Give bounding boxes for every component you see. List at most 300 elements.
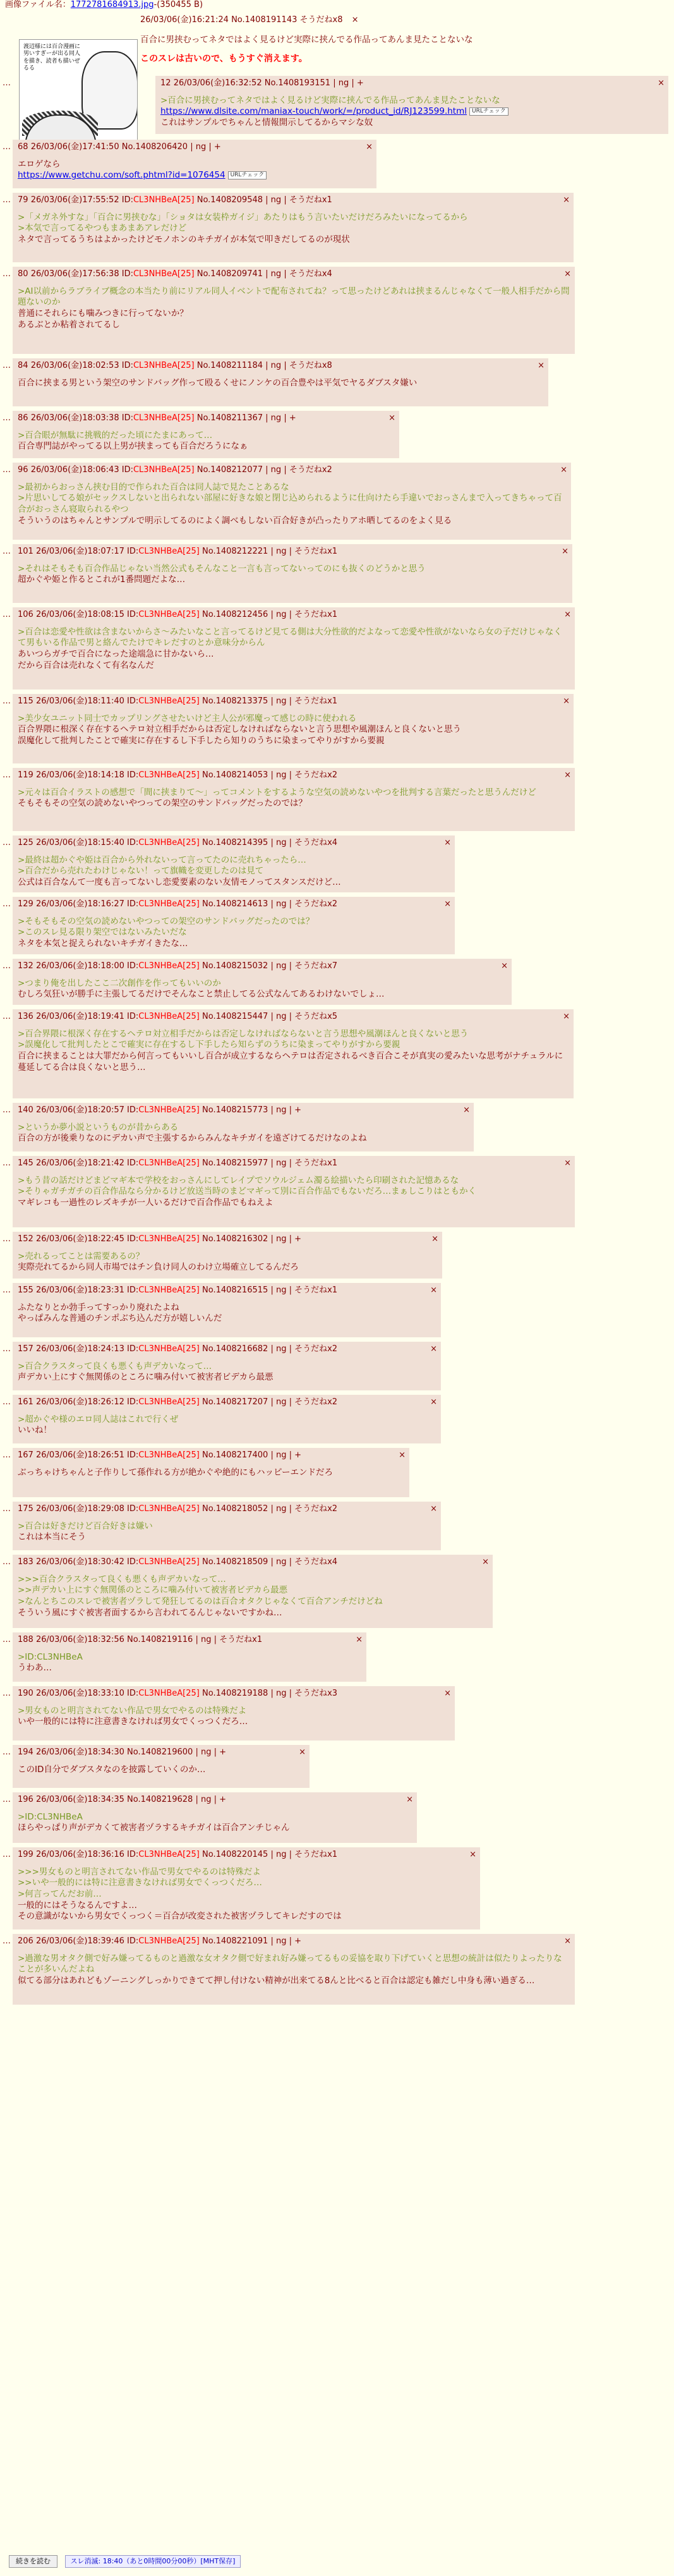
line-text: あいつらガチで百合になった途端急に甘かないら… <box>18 648 214 659</box>
reply-id[interactable]: CL3NHBeA[25] <box>138 1344 200 1354</box>
ng-button[interactable]: ng <box>275 1689 287 1698</box>
line-text: >美少女ユニット同士でカップリングさせたいけど主人公が邪魔って感じの時に使われる <box>18 713 357 724</box>
reply-no[interactable]: No.1408215977 <box>202 1158 268 1168</box>
ng-button[interactable]: ng <box>275 610 287 619</box>
reply-no[interactable]: No.1408215773 <box>202 1105 268 1115</box>
delete-icon[interactable]: × <box>564 1936 571 1946</box>
delete-icon[interactable]: × <box>564 770 571 780</box>
line-text: ぶっちゃけちゃんと子作りして孫作れる方が絶かぐや絶的にもハッピーエンドだろ <box>18 1467 333 1478</box>
reply-id[interactable]: CL3NHBeA[25] <box>138 696 200 706</box>
delete-icon[interactable]: × <box>356 1635 363 1644</box>
line-text: >なんとちこのスレで被害者ヅラして発狂してるのは百合オタクじゃなくて百合アンチだけどね <box>18 1596 383 1607</box>
quote-line <box>18 866 450 877</box>
line-text: >男女ものと明言されてない作品で男女でやるのは特殊だよ <box>18 1705 247 1716</box>
line-text: >誤魔化して批判したとこで確実に存在するし下手したら知らずのうちに染まってやりがすから要親 <box>18 1040 400 1050</box>
reply-number: 183 <box>18 1557 33 1567</box>
line-text: 百合に挟まる男という架空のサンドバッグ作って殴るくせにノンケの百合豊やは平気でヤるダブスタ嫌い <box>18 377 418 388</box>
ng-button[interactable]: ng <box>275 961 287 971</box>
reply-number: 190 <box>18 1689 33 1698</box>
reply-body <box>18 430 394 453</box>
sodane-button[interactable]: そうだねx2 <box>289 465 332 475</box>
reply-id[interactable]: CL3NHBeA[25] <box>138 1850 200 1859</box>
reply-body <box>18 1122 469 1145</box>
body-line <box>18 308 570 320</box>
line-text: そういう風にすぐ被害者面するから言われてるんじゃないですかね… <box>18 1607 282 1618</box>
sodane-button[interactable]: そうだねx2 <box>294 1397 338 1407</box>
reply-body <box>18 1867 475 1923</box>
sodane-button[interactable]: そうだねx3 <box>294 1689 338 1698</box>
reply-no[interactable]: No.1408216302 <box>202 1234 268 1244</box>
sodane-button[interactable]: そうだねx5 <box>294 1012 338 1021</box>
line-text: あるぶとか粘着されてるし <box>18 319 120 330</box>
body-line <box>18 1198 570 1209</box>
sodane-plus-button[interactable]: + <box>289 413 296 423</box>
reply-date: 26/03/06(金)18:29:08 <box>35 1504 124 1514</box>
reply-no[interactable]: No.1408215032 <box>202 961 268 971</box>
url-link[interactable]: https://www.getchu.com/soft.phtml?id=1076454 <box>18 170 226 181</box>
line-text: 百合専門誌がやってる以上男が挟まっても百合だろうになぁ <box>18 441 248 452</box>
op-sodane[interactable]: そうだねx8 <box>299 15 343 25</box>
ng-button[interactable]: ng <box>275 1557 287 1567</box>
reply-no[interactable]: No.1408219628 <box>127 1795 193 1804</box>
reply-id[interactable]: CL3NHBeA[25] <box>138 1105 200 1115</box>
line-text: >もう昔の話だけどまどマギ本で学校をおっさんにしてレイプでソウルジェム濁る絵描いたら印刷された記憶あるな <box>18 1175 459 1186</box>
op-number[interactable]: No.1408191143 <box>231 15 298 25</box>
reply-number: 196 <box>18 1795 33 1804</box>
reply-no[interactable]: No.1408209548 <box>196 195 263 205</box>
reply-id[interactable]: CL3NHBeA[25] <box>138 1285 200 1295</box>
line-text: >本気で言ってるやつもまあまあアレだけど <box>18 223 187 234</box>
quote-line <box>18 1878 475 1889</box>
body-line <box>18 1425 436 1437</box>
link-line[interactable] <box>18 170 371 181</box>
reply-number: 84 <box>18 361 28 370</box>
line-text: 誤魔化して批判したことで確実に存在するし下手したら知りのうちに染まってやりがすから要親 <box>18 735 385 746</box>
reply-no[interactable]: No.1408211367 <box>196 413 263 423</box>
reply-marker: … <box>3 1450 11 1460</box>
reply-id[interactable]: CL3NHBeA[25] <box>138 610 200 619</box>
line-text: その意識がないから男女でくっつく＝百合が改変された被害ヅラしてキレだすのでは <box>18 1911 342 1922</box>
line-text: そもそもその空気の読めないやつっての架空のサンドバッグだったのでは？ <box>18 798 307 809</box>
sodane-plus-button[interactable]: + <box>294 1105 302 1115</box>
sodane-button[interactable]: そうだねx4 <box>289 269 332 279</box>
reply-post <box>13 1232 442 1279</box>
quote-line <box>18 978 507 990</box>
body-line <box>18 1716 450 1728</box>
delete-icon[interactable]: × <box>538 361 545 370</box>
reply-body <box>18 978 507 1000</box>
ng-button[interactable]: ng <box>275 696 287 706</box>
reply-date: 26/03/06(金)18:32:56 <box>35 1635 124 1644</box>
delete-icon[interactable]: × <box>564 610 571 619</box>
body-line <box>18 877 450 889</box>
ng-button[interactable]: ng <box>270 195 282 205</box>
reply-no[interactable]: No.1408219600 <box>127 1747 193 1757</box>
delete-icon[interactable]: × <box>463 1105 470 1115</box>
reply-meta: 115 26/03/06(金)18:11:40 ID:CL3NHBeA[25] No.1408213375 | ng | そうだねx1 <box>18 696 338 706</box>
delete-icon[interactable]: × <box>399 1450 406 1460</box>
body-line <box>18 1900 475 1912</box>
quote-line <box>18 1361 436 1373</box>
sodane-button[interactable]: そうだねx2 <box>294 899 338 909</box>
ng-button[interactable]: ng <box>275 1285 287 1295</box>
delete-icon[interactable]: × <box>562 547 569 556</box>
sodane-plus-button[interactable]: + <box>219 1747 227 1757</box>
ng-button[interactable]: ng <box>275 1397 287 1407</box>
reply-id[interactable]: CL3NHBeA[25] <box>138 899 200 909</box>
reply-no[interactable]: No.1408218052 <box>202 1504 268 1514</box>
reply-marker: … <box>3 1936 11 1946</box>
ng-button[interactable]: ng <box>275 547 287 556</box>
reply-no[interactable]: No.1408221091 <box>202 1936 268 1946</box>
reply-body <box>18 1303 436 1325</box>
reply-number: 119 <box>18 770 33 780</box>
reply-body <box>160 95 663 129</box>
line-text: >AI以前からラブライブ概念の本当たり前にリアル同人イベントで配布されてね？って思ったけどあれは挟まるんじゃなくて一般人相手だから問題ないのか <box>18 286 570 308</box>
body-line <box>18 736 569 747</box>
line-text: 超かぐや姫と作るとこれが1番問題だよな… <box>18 574 186 585</box>
sodane-plus-button[interactable]: + <box>294 1234 302 1244</box>
reply-post <box>13 193 574 262</box>
body-line <box>18 649 570 660</box>
reply-id[interactable]: CL3NHBeA[25] <box>138 1689 200 1698</box>
reply-meta: 175 26/03/06(金)18:29:08 ID:CL3NHBeA[25] No.1408218052 | ng | そうだねx2 <box>18 1504 338 1514</box>
ng-button[interactable]: ng <box>275 1234 287 1244</box>
reply-body <box>18 627 570 671</box>
reply-marker: … <box>3 770 11 780</box>
reply-number: 106 <box>18 610 33 619</box>
file-label: 画像ファイル名： <box>5 0 71 9</box>
op-meta <box>140 15 646 26</box>
reply-marker: … <box>3 1234 11 1244</box>
line-text: >>声デカい上にすぐ無関係のところに噛み付いて被害者ビデカら最悪 <box>18 1585 288 1596</box>
delete-icon[interactable]: × <box>469 1850 476 1859</box>
line-text: >片思いしてる娘がセックスしないと出られない部屋に好きな娘と閉じ込められるように仕向けたら手違いでおっさんまで入ってきちゃって百合がおっさん寝取られるやつ <box>18 493 562 514</box>
reply-post <box>13 694 574 763</box>
reply-no[interactable]: No.1408219116 <box>127 1635 193 1644</box>
delete-icon[interactable]: × <box>560 465 567 475</box>
ng-button[interactable]: ng <box>275 1012 287 1021</box>
reply-no[interactable]: No.1408219188 <box>202 1689 268 1698</box>
reply-no[interactable]: No.1408212077 <box>196 465 263 475</box>
line-text: >百合は恋愛や性欲は含まないからさ〜みたいなこと言ってるけど見てる側は大分性欲的だよなって恋愛や性欲がないなら女の子だけじゃなくて男もいる作品で男と絡んでたけでキレだすのとか意味分からん <box>18 626 562 648</box>
quote-line <box>18 787 570 799</box>
reply-no[interactable]: No.1408206420 <box>121 142 188 152</box>
link-line[interactable] <box>160 106 663 118</box>
reply-post <box>13 1395 441 1443</box>
ng-button[interactable]: ng <box>275 1158 287 1168</box>
reply-body <box>18 1652 361 1674</box>
reply-no[interactable]: No.1408211184 <box>196 361 263 370</box>
quote-line <box>18 1176 570 1187</box>
sodane-button[interactable]: そうだねx7 <box>294 961 338 971</box>
line-text: >>>男女ものと明言されてない作品で男女でやるのは特殊だよ <box>18 1866 261 1877</box>
quote-line <box>18 916 450 928</box>
delete-icon[interactable]: × <box>430 1504 437 1514</box>
line-text: 公式は百合なんて一度も言ってないし恋愛要素のない友情モノってスタンスだけど… <box>18 877 341 887</box>
reply-meta: 12 26/03/06(金)16:32:52 No.1408193151 | ng | + <box>160 78 364 88</box>
line-text: いいね！ <box>18 1425 52 1436</box>
reply-date: 26/03/06(金)18:06:43 <box>30 465 119 475</box>
delete-icon[interactable]: × <box>563 696 570 706</box>
line-text: だから百合は売れなくて有名なんだ <box>18 660 154 671</box>
reply-id[interactable]: CL3NHBeA[25] <box>133 195 195 205</box>
reply-post <box>13 897 455 954</box>
op-delete-icon[interactable]: × <box>351 15 359 25</box>
body-line <box>18 1532 436 1543</box>
reply-id[interactable]: CL3NHBeA[25] <box>138 1450 200 1460</box>
reply-meta: 129 26/03/06(金)18:16:27 ID:CL3NHBeA[25] No.1408214613 | ng | そうだねx2 <box>18 899 338 909</box>
reply-number: 175 <box>18 1504 33 1514</box>
delete-icon[interactable]: × <box>658 78 665 88</box>
ng-button[interactable]: ng <box>275 1105 287 1115</box>
delete-icon[interactable]: × <box>430 1397 437 1407</box>
sodane-plus-button[interactable]: + <box>294 1450 302 1460</box>
sodane-button[interactable]: そうだねx2 <box>294 1344 338 1354</box>
reply-number: 101 <box>18 547 33 556</box>
reply-id[interactable]: CL3NHBeA[25] <box>138 1397 200 1407</box>
sodane-plus-button[interactable]: + <box>356 78 364 88</box>
quote-line <box>18 223 569 234</box>
line-text: >超かぐや様のエロ同人誌はこれで行くぜ <box>18 1414 179 1425</box>
reply-no[interactable]: No.1408214053 <box>202 770 268 780</box>
reply-no[interactable]: No.1408213375 <box>202 696 268 706</box>
line-text: >このスレ見る限り架空ではないみたいだな <box>18 927 187 938</box>
reply-no[interactable]: No.1408209741 <box>196 269 263 279</box>
reply-no[interactable]: No.1408220145 <box>202 1850 268 1859</box>
sodane-button[interactable]: そうだねx1 <box>294 547 338 556</box>
reply-no[interactable]: No.1408193151 <box>264 78 331 88</box>
line-text: 実際売れてるから同人市場ではチン負け同人のわけ立場確立してるんだろ <box>18 1262 299 1273</box>
reply-date: 26/03/06(金)18:16:27 <box>35 899 124 909</box>
sodane-button[interactable]: そうだねx1 <box>294 1158 338 1168</box>
quote-line <box>18 1889 475 1900</box>
delete-icon[interactable]: × <box>444 838 451 848</box>
reply-no[interactable]: No.1408216515 <box>202 1285 268 1295</box>
reply-date: 26/03/06(金)18:23:31 <box>35 1285 124 1295</box>
sodane-button[interactable]: そうだねx1 <box>294 696 338 706</box>
reply-post <box>13 1342 441 1390</box>
ng-button[interactable]: ng <box>270 269 282 279</box>
ng-button[interactable]: ng <box>275 770 287 780</box>
sodane-button[interactable]: そうだねx8 <box>289 361 332 370</box>
reply-marker: … <box>3 696 11 706</box>
reply-post <box>13 959 512 1005</box>
reply-post <box>13 1745 310 1788</box>
reply-no[interactable]: No.1408218509 <box>202 1557 268 1567</box>
reply-number: 125 <box>18 838 33 848</box>
reply-meta: 157 26/03/06(金)18:24:13 ID:CL3NHBeA[25] No.1408216682 | ng | そうだねx2 <box>18 1344 338 1354</box>
delete-icon[interactable]: × <box>430 1344 437 1354</box>
sodane-button[interactable]: そうだねx1 <box>294 1850 338 1859</box>
reply-number: 140 <box>18 1105 33 1115</box>
reply-date: 26/03/06(金)18:33:10 <box>35 1689 124 1698</box>
reply-id[interactable]: CL3NHBeA[25] <box>138 961 200 971</box>
ng-button[interactable]: ng <box>275 1344 287 1354</box>
line-text: そういうのはちゃんとサンプルで明示してるのによく調べもしない百合好きが凸ったりアホ晒してるのをよく見る <box>18 515 452 526</box>
delete-icon[interactable]: × <box>563 1012 570 1021</box>
reply-no[interactable]: No.1408214395 <box>202 838 268 848</box>
reply-body <box>18 1029 569 1073</box>
quote-line <box>18 482 566 494</box>
line-text: >百合は好きだけど百合好きは嫌い <box>18 1521 153 1531</box>
delete-icon[interactable]: × <box>299 1747 306 1757</box>
line-text: やっぱみんな普通のチンポぶち込んだ方が嬉しいんだ <box>18 1313 222 1324</box>
line-text: >売れるってことは需要あるの？ <box>18 1251 145 1261</box>
reply-body <box>18 1414 436 1437</box>
reply-number: 12 <box>160 78 171 88</box>
url-check-button[interactable]: URLチェック <box>228 171 267 180</box>
reply-id[interactable]: CL3NHBeA[25] <box>138 1936 200 1946</box>
sodane-plus-button[interactable]: + <box>214 142 221 152</box>
delete-icon[interactable]: × <box>444 899 451 909</box>
ng-button[interactable]: ng <box>275 1450 287 1460</box>
sodane-button[interactable]: そうだねx1 <box>294 610 338 619</box>
sodane-plus-button[interactable]: + <box>294 1936 302 1946</box>
reply-meta: 188 26/03/06(金)18:32:56 No.1408219116 | ng | そうだねx1 <box>18 1635 263 1644</box>
reply-post <box>13 1555 493 1628</box>
delete-icon[interactable]: × <box>564 1158 571 1168</box>
delete-icon[interactable]: × <box>431 1234 438 1244</box>
delete-icon[interactable]: × <box>563 195 570 205</box>
quote-line <box>18 1596 488 1608</box>
ng-button[interactable]: ng <box>275 838 287 848</box>
reply-body <box>18 916 450 950</box>
delete-icon[interactable]: × <box>501 961 508 971</box>
ng-button[interactable]: ng <box>270 465 282 475</box>
delete-icon[interactable]: × <box>406 1795 413 1804</box>
reply-body <box>18 1521 436 1543</box>
reply-body <box>18 714 569 747</box>
delete-icon[interactable]: × <box>366 142 373 152</box>
reply-number: 129 <box>18 899 33 909</box>
quote-line <box>18 1251 437 1263</box>
line-text: >それはそもそも百合作品じゃない当然公式もそんなこと一言も言ってないってのにも抜くのどうかと思う <box>18 563 426 574</box>
delete-icon[interactable]: × <box>482 1557 489 1567</box>
delete-icon[interactable]: × <box>564 269 571 279</box>
ng-button[interactable]: ng <box>275 1850 287 1859</box>
ng-button[interactable]: ng <box>200 1635 212 1644</box>
reply-id[interactable]: CL3NHBeA[25] <box>138 770 200 780</box>
line-text: >百合眼が無駄に挑戦的だった頃にたまにあって… <box>18 430 213 440</box>
reply-no[interactable]: No.1408212221 <box>202 547 268 556</box>
reply-no[interactable]: No.1408214613 <box>202 899 268 909</box>
sodane-button[interactable]: そうだねx1 <box>219 1635 263 1644</box>
sodane-plus-button[interactable]: + <box>219 1795 227 1804</box>
line-text: ネタを本気と捉えられないキチガイきたな… <box>18 938 188 949</box>
reply-id[interactable]: CL3NHBeA[25] <box>138 1158 200 1168</box>
reply-number: 136 <box>18 1012 33 1021</box>
ng-button[interactable]: ng <box>275 1936 287 1946</box>
delete-icon[interactable]: × <box>430 1285 437 1295</box>
body-line <box>18 574 567 586</box>
sodane-button[interactable]: そうだねx2 <box>294 1504 338 1514</box>
reply-number: 206 <box>18 1936 33 1946</box>
reply-number: 115 <box>18 696 33 706</box>
sodane-button[interactable]: そうだねx1 <box>289 195 332 205</box>
line-text: 百合に挟まることは大罪だから何言ってもいいし百合が成立するならヘテロは否定されるべき百合こそが真実の愛みたいな思考がナチュラルに蔓延してる合は良くないと思う… <box>18 1050 563 1072</box>
body-line <box>18 1262 437 1273</box>
reply-post <box>155 76 668 134</box>
sodane-button[interactable]: そうだねx4 <box>294 838 338 848</box>
ng-button[interactable]: ng <box>200 1747 212 1757</box>
reply-no[interactable]: No.1408215447 <box>202 1012 268 1021</box>
quote-line <box>18 1953 570 1976</box>
reply-date: 26/03/06(金)17:56:38 <box>30 269 119 279</box>
reply-body <box>18 378 543 389</box>
reply-body <box>18 564 567 586</box>
reply-post <box>13 1502 441 1550</box>
reply-number: 145 <box>18 1158 33 1168</box>
quote-line <box>18 1574 488 1586</box>
reply-id[interactable]: CL3NHBeA[25] <box>133 269 195 279</box>
reply-id[interactable]: CL3NHBeA[25] <box>133 361 195 370</box>
reply-no[interactable]: No.1408217207 <box>202 1397 268 1407</box>
ng-button[interactable]: ng <box>338 78 349 88</box>
reply-marker: … <box>3 1397 11 1407</box>
reply-body <box>18 482 566 526</box>
reply-post <box>13 1934 575 2005</box>
ng-button[interactable]: ng <box>275 899 287 909</box>
delete-icon[interactable]: × <box>388 413 395 423</box>
read-more-button[interactable]: 続きを読む <box>9 2555 57 2568</box>
reply-id[interactable]: CL3NHBeA[25] <box>133 465 195 475</box>
reply-id[interactable]: CL3NHBeA[25] <box>133 413 195 423</box>
file-link[interactable]: 1772781684913.jpg <box>70 0 154 9</box>
reply-id[interactable]: CL3NHBeA[25] <box>138 547 200 556</box>
reply-id[interactable]: CL3NHBeA[25] <box>138 1557 200 1567</box>
reply-no[interactable]: No.1408212456 <box>202 610 268 619</box>
reply-meta: 155 26/03/06(金)18:23:31 ID:CL3NHBeA[25] No.1408216515 | ng | そうだねx1 <box>18 1285 338 1295</box>
reply-no[interactable]: No.1408217400 <box>202 1450 268 1460</box>
quote-line <box>18 286 570 308</box>
body-line <box>18 441 394 453</box>
line-text: >百合だから売れたわけじゃない！って旗幟を変更したのは見て <box>18 866 264 877</box>
reply-post <box>13 607 575 690</box>
reply-no[interactable]: No.1408216682 <box>202 1344 268 1354</box>
reply-id[interactable]: CL3NHBeA[25] <box>138 838 200 848</box>
url-link[interactable]: https://www.dlsite.com/maniax-touch/work/=/product_id/RJ123599.html <box>160 106 467 117</box>
quote-line <box>18 927 450 939</box>
thread-status: スレ消滅: 18:40（あと0時間00分00秒）[MHT保存] <box>65 2555 241 2568</box>
reply-date: 26/03/06(金)18:19:41 <box>35 1012 124 1021</box>
reply-meta: 140 26/03/06(金)18:20:57 ID:CL3NHBeA[25] No.1408215773 | ng | + <box>18 1105 302 1115</box>
sodane-button[interactable]: そうだねx1 <box>294 1285 338 1295</box>
url-check-button[interactable]: URLチェック <box>469 107 509 116</box>
reply-id[interactable]: CL3NHBeA[25] <box>138 1012 200 1021</box>
reply-body <box>18 159 371 181</box>
reply-meta: 161 26/03/06(金)18:26:12 ID:CL3NHBeA[25] No.1408217207 | ng | そうだねx2 <box>18 1397 338 1407</box>
reply-id[interactable]: CL3NHBeA[25] <box>138 1504 200 1514</box>
line-text: >つまり俺を出したここ二次創作を作ってもいいのか <box>18 978 221 988</box>
reply-marker: … <box>3 142 11 152</box>
ng-button[interactable]: ng <box>200 1795 212 1804</box>
reply-id[interactable]: CL3NHBeA[25] <box>138 1234 200 1244</box>
delete-icon[interactable]: × <box>444 1689 451 1698</box>
reply-body <box>18 1706 450 1728</box>
ng-button[interactable]: ng <box>270 361 282 370</box>
file-header <box>5 0 203 11</box>
ng-button[interactable]: ng <box>195 142 207 152</box>
reply-meta: 145 26/03/06(金)18:21:42 ID:CL3NHBeA[25] No.1408215977 | ng | そうだねx1 <box>18 1158 338 1168</box>
reply-number: 68 <box>18 142 28 152</box>
reply-meta: 68 26/03/06(金)17:41:50 No.1408206420 | ng | + <box>18 142 221 152</box>
ng-button[interactable]: ng <box>275 1504 287 1514</box>
ng-button[interactable]: ng <box>270 413 282 423</box>
sodane-button[interactable]: そうだねx4 <box>294 1557 338 1567</box>
quote-line <box>18 1122 469 1134</box>
sodane-button[interactable]: そうだねx2 <box>294 770 338 780</box>
